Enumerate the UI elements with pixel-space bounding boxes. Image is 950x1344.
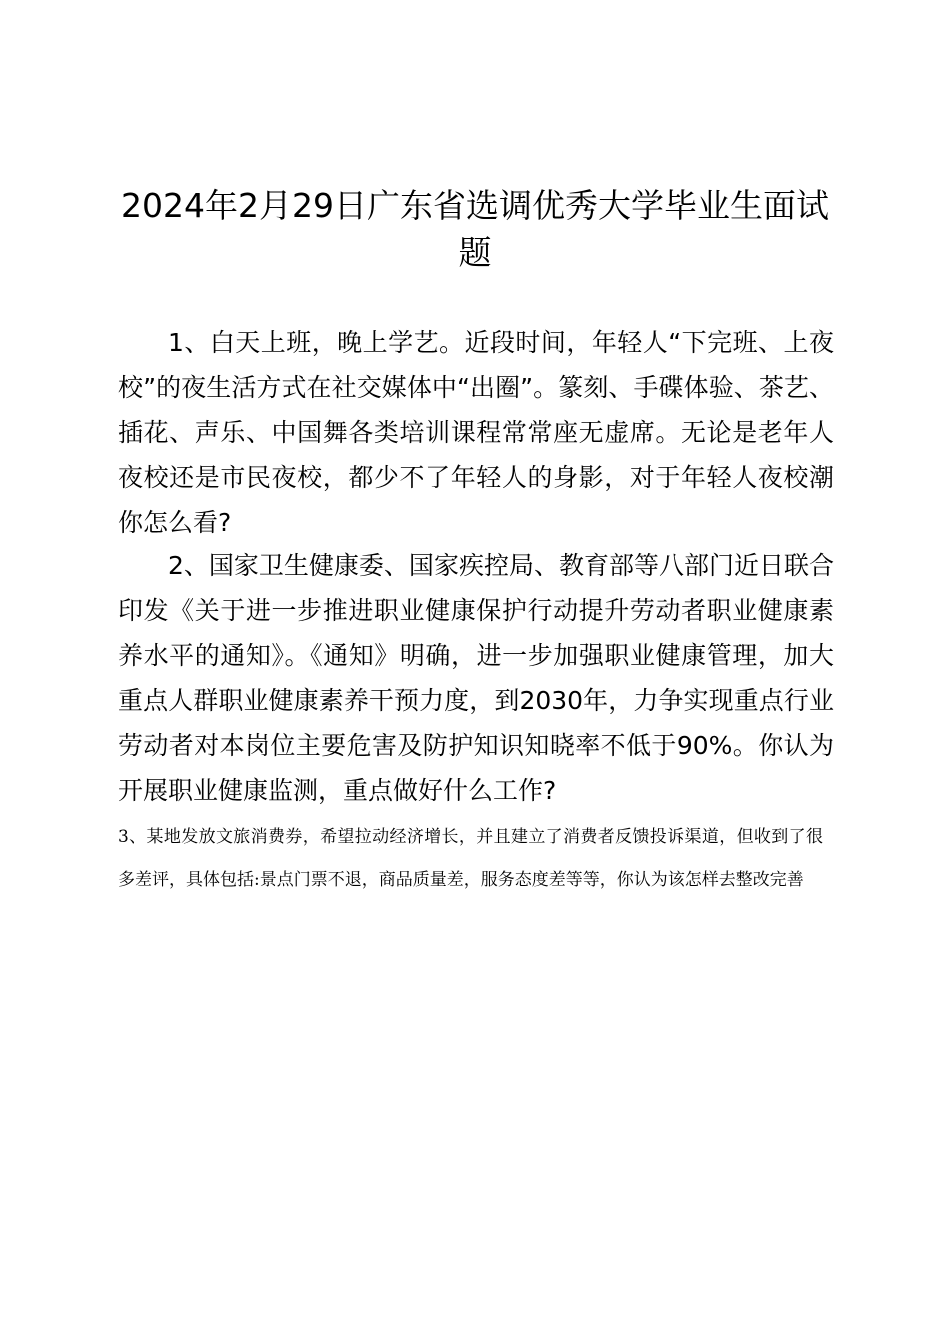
question-3: 3、某地发放文旅消费券，希望拉动经济增长，并且建立了消费者反馈投诉渠道，但收到了很多差评，具体包括:景点门票不退，商品质量差，服务态度差等等，你认为该怎样去整改完善	[118, 827, 823, 890]
document-title: 2024年2月29日广东省选调优秀大学毕业生面试题	[121, 186, 829, 272]
question-2: 2、国家卫生健康委、国家疾控局、教育部等八部门近日联合印发《关于进一步推进职业健康保护行动提升劳动者职业健康素养水平的通知》。《通知》明确，进一步加强职业健康管理，加大重点人群职业健康素养干预力度，到2030年，力争实现重点行业劳动者对本岗位主要危害及防护知识知晓率不低于90%。你认为开展职业健康监测，重点做好什么工作?	[118, 551, 834, 805]
question-1: 1、白天上班，晚上学艺。近段时间，年轻人“下完班、上夜校”的夜生活方式在社交媒体中“出圈”。篆刻、手碟体验、茶艺、插花、声乐、中国舞各类培训课程常常座无虚席。无论是老年人夜校还是市民夜校，都少不了年轻人的身影，对于年轻人夜校潮你怎么看?	[118, 328, 834, 537]
